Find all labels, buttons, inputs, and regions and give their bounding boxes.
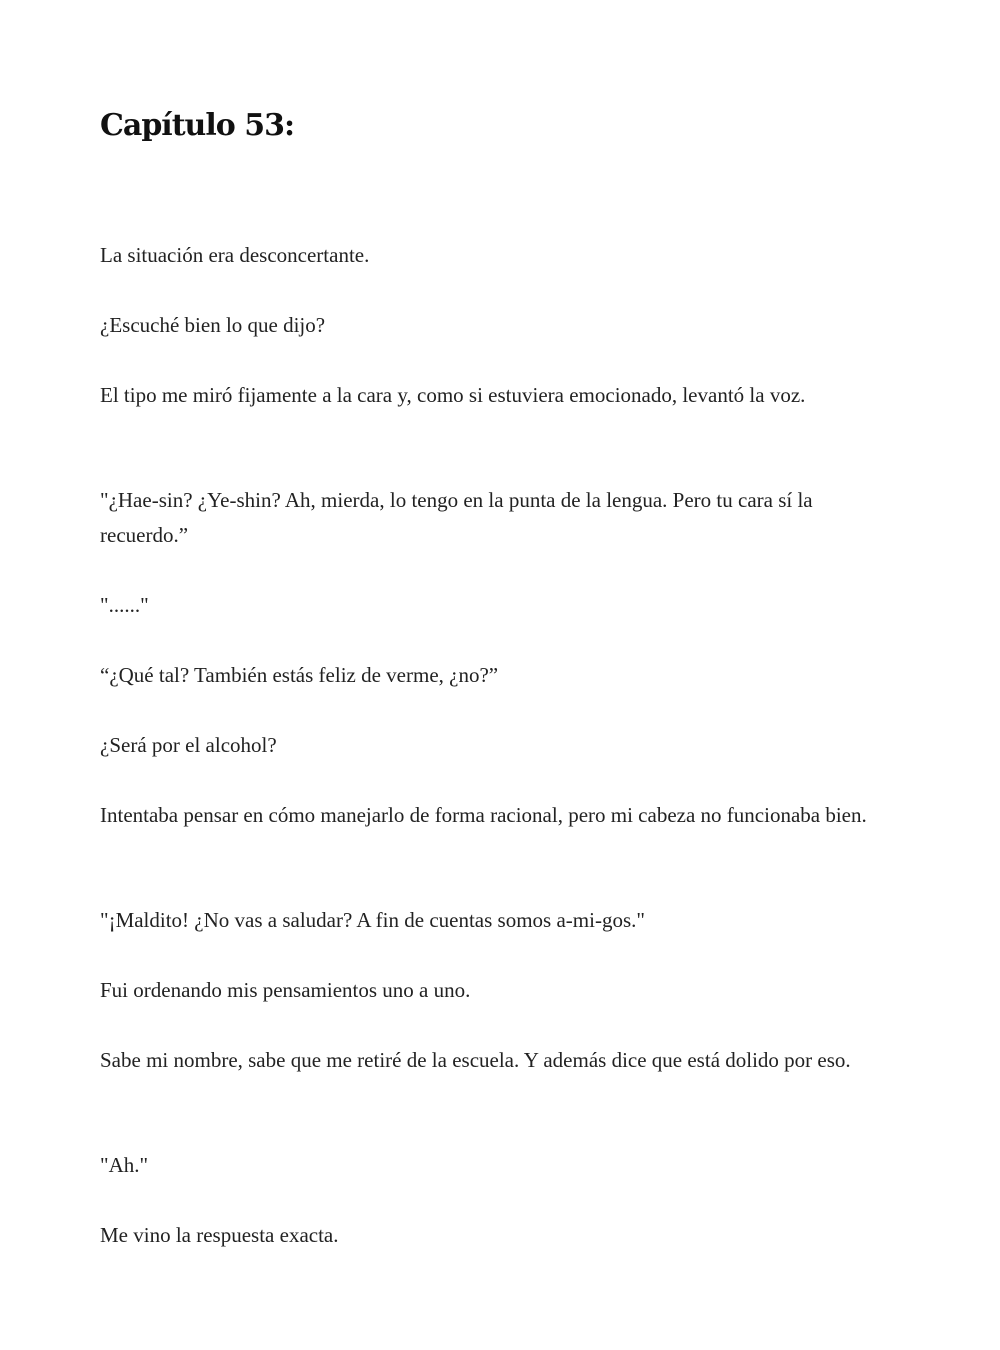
chapter-title: Capítulo 53: (100, 108, 295, 143)
paragraph: ¿Será por el alcohol? (100, 733, 277, 757)
paragraph: El tipo me miró fijamente a la cara y, como si estuviera emocionado, levantó la voz. (100, 383, 806, 407)
paragraph: Sabe mi nombre, sabe que me retiré de la escuela. Y además dice que está dolido por eso. (100, 1048, 851, 1072)
paragraph: La situación era desconcertante. (100, 243, 370, 267)
paragraph: Me vino la respuesta exacta. (100, 1223, 339, 1247)
paragraph: "......" (100, 593, 149, 617)
paragraph: Intentaba pensar en cómo manejarlo de forma racional, pero mi cabeza no funcionaba bien. (100, 803, 867, 827)
paragraph: "¿Hae-sin? ¿Ye-shin? Ah, mierda, lo tengo en la punta de la lengua. Pero tu cara sí la recuerdo.” (100, 488, 813, 547)
paragraph: “¿Qué tal? También estás feliz de verme, ¿no?” (100, 663, 499, 687)
paragraph: "¡Maldito! ¿No vas a saludar? A fin de cuentas somos a-mi-gos." (100, 908, 645, 932)
paragraph: "Ah." (100, 1153, 149, 1177)
paragraph: Fui ordenando mis pensamientos uno a uno. (100, 978, 471, 1002)
paragraph: ¿Escuché bien lo que dijo? (100, 313, 326, 337)
